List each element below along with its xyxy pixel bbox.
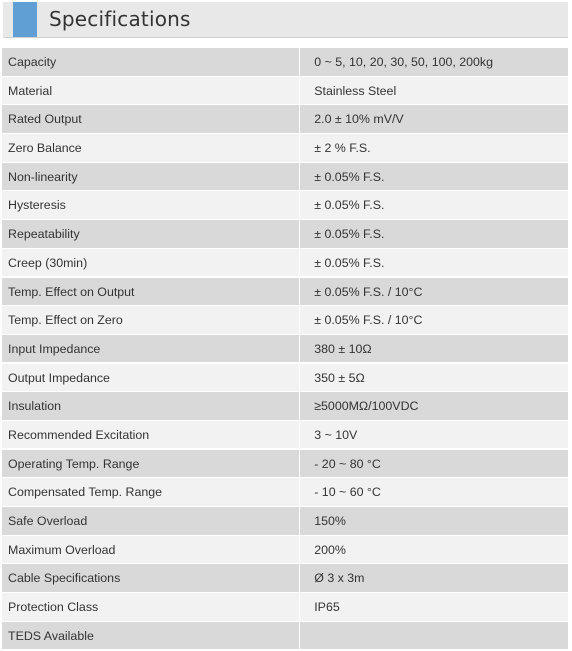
header-accent-bar xyxy=(13,2,37,37)
spec-value: 0 ~ 5, 10, 20, 30, 50, 100, 200kg xyxy=(300,48,568,76)
spec-value: 350 ± 5Ω xyxy=(300,364,568,392)
specifications-table xyxy=(2,47,568,650)
spec-value: 2.0 ± 10% mV/V xyxy=(300,105,568,133)
spec-value: ± 0.05% F.S. xyxy=(300,163,568,191)
spec-row-creep xyxy=(2,249,568,277)
spec-row-input-impedance xyxy=(2,335,568,363)
spec-row-rated-output xyxy=(2,105,568,133)
spec-value: 3 ~ 10V xyxy=(300,421,568,449)
spec-label: Creep (30min) xyxy=(2,249,299,277)
spec-label: Capacity xyxy=(2,48,299,76)
spec-row-capacity xyxy=(2,48,568,76)
spec-label: Operating Temp. Range xyxy=(2,450,299,478)
spec-row-operating-temp-range xyxy=(2,450,568,478)
spec-row-repeatability xyxy=(2,220,568,248)
spec-value: - 10 ~ 60 °C xyxy=(300,478,568,506)
spec-label: Material xyxy=(2,77,299,105)
spec-label: Hysteresis xyxy=(2,191,299,219)
spec-row-compensated-temp-range xyxy=(2,478,568,506)
spec-row-cable-specifications xyxy=(2,564,568,592)
spec-label: Safe Overload xyxy=(2,507,299,535)
spec-value: 200% xyxy=(300,536,568,564)
spec-value: ± 0.05% F.S. xyxy=(300,220,568,248)
section-header xyxy=(3,2,568,38)
spec-label: Protection Class xyxy=(2,593,299,621)
spec-label: Maximum Overload xyxy=(2,536,299,564)
spec-row-maximum-overload xyxy=(2,536,568,564)
spec-row-recommended-excitation xyxy=(2,421,568,449)
spec-row-protection-class xyxy=(2,593,568,621)
spec-label: Non-linearity xyxy=(2,163,299,191)
spec-row-teds-available xyxy=(2,622,568,650)
spec-value: Stainless Steel xyxy=(300,77,568,105)
spec-value: Ø 3 x 3m xyxy=(300,564,568,592)
spec-row-temp-effect-zero xyxy=(2,306,568,334)
spec-label: Rated Output xyxy=(2,105,299,133)
section-title: Specifications xyxy=(49,7,191,31)
spec-label: Repeatability xyxy=(2,220,299,248)
spec-label: Cable Specifications xyxy=(2,564,299,592)
spec-label: Output Impedance xyxy=(2,364,299,392)
spec-value: ± 2 % F.S. xyxy=(300,134,568,162)
spec-value: IP65 xyxy=(300,593,568,621)
spec-value: ± 0.05% F.S. / 10°C xyxy=(300,278,568,306)
spec-value: ± 0.05% F.S. xyxy=(300,191,568,219)
spec-row-temp-effect-output xyxy=(2,278,568,306)
spec-value: 380 ± 10Ω xyxy=(300,335,568,363)
spec-label: Temp. Effect on Output xyxy=(2,278,299,306)
spec-label: Temp. Effect on Zero xyxy=(2,306,299,334)
spec-label: Insulation xyxy=(2,392,299,420)
spec-row-insulation xyxy=(2,392,568,420)
spec-row-hysteresis xyxy=(2,191,568,219)
spec-value: ± 0.05% F.S. xyxy=(300,249,568,277)
spec-row-zero-balance xyxy=(2,134,568,162)
spec-label: Recommended Excitation xyxy=(2,421,299,449)
spec-value: ± 0.05% F.S. / 10°C xyxy=(300,306,568,334)
spec-label: TEDS Available xyxy=(2,622,299,650)
spec-value: 150% xyxy=(300,507,568,535)
spec-label: Compensated Temp. Range xyxy=(2,478,299,506)
spec-row-non-linearity xyxy=(2,163,568,191)
spec-label: Input Impedance xyxy=(2,335,299,363)
spec-row-output-impedance xyxy=(2,364,568,392)
spec-row-material xyxy=(2,77,568,105)
spec-value: - 20 ~ 80 °C xyxy=(300,450,568,478)
spec-row-safe-overload xyxy=(2,507,568,535)
spec-value: ≥5000MΩ/100VDC xyxy=(300,392,568,420)
spec-value xyxy=(300,622,568,650)
spec-label: Zero Balance xyxy=(2,134,299,162)
